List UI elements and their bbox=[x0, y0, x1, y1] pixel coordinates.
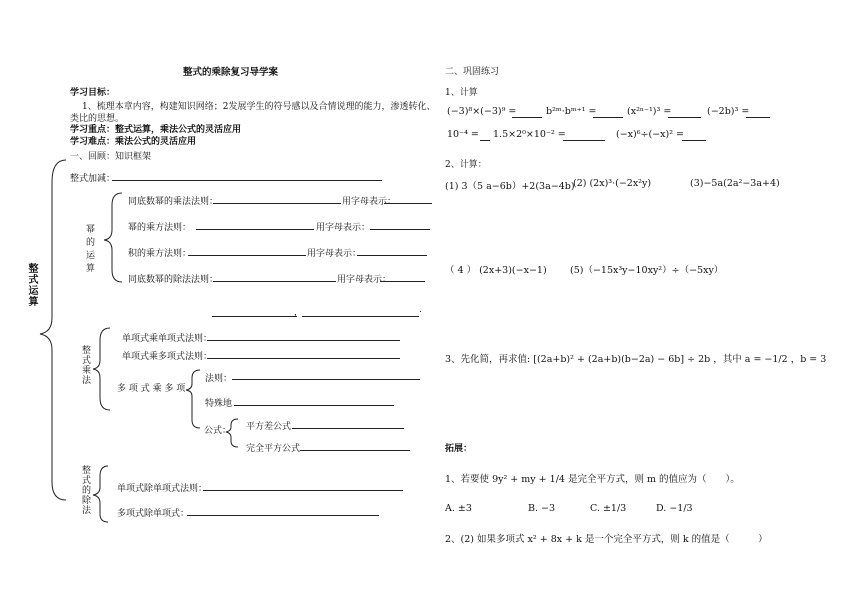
objectives-line-2: 类比的思想。 bbox=[70, 114, 125, 124]
mono-poly-blank bbox=[207, 358, 400, 359]
power-rule-1-tail-blank bbox=[384, 203, 432, 204]
q2-item-4: （ 4 ） (2x+3)(−x−1) bbox=[445, 265, 547, 276]
power-rule-2-blank bbox=[196, 229, 314, 230]
power-rule-3-tail-blank bbox=[357, 255, 427, 256]
power-rule-1-tail: 用字母表示： bbox=[342, 197, 397, 207]
extend-q2: 2、(2) 如果多项式 x² + 8x + k 是一个完全平方式，则 k 的值是（ ） bbox=[445, 534, 768, 545]
difficulties: 学习难点：乘法公式的灵活应用 bbox=[70, 137, 197, 147]
power-rule-2: 幂的乘方法则： bbox=[128, 223, 192, 233]
mult-group-label: 整式乘法 bbox=[80, 345, 90, 385]
rule-blank bbox=[232, 379, 420, 380]
summary-period: . bbox=[419, 305, 422, 315]
mono-mono-rule: 单项式乘单项式法则： bbox=[122, 334, 213, 344]
page-title: 整式的乘除复习导学案 bbox=[183, 67, 279, 78]
div-poly-blank bbox=[187, 515, 379, 516]
q1-blank-2 bbox=[593, 117, 623, 118]
power-group-label: 幂的运算 bbox=[84, 224, 94, 276]
q1-blank-6 bbox=[563, 140, 605, 141]
diff-squares-label: 平方差公式 bbox=[246, 422, 292, 432]
section-practice: 二、巩固练习 bbox=[445, 67, 500, 77]
main-brace-label: 整式运算 bbox=[26, 263, 37, 307]
q2-item-3: (3)−5a(2a²−3a+4) bbox=[690, 178, 780, 189]
objectives-label: 学习目标： bbox=[70, 88, 116, 98]
extend-q1-option-a: A. ±3 bbox=[445, 503, 472, 514]
special-blank bbox=[234, 405, 394, 406]
q1-expr-4: (−2b)³ = bbox=[707, 106, 750, 117]
q1-expr-1: (−3)⁸×(−3)⁹ = bbox=[447, 106, 517, 117]
summary-blank-2 bbox=[302, 316, 419, 317]
q1-blank-4 bbox=[746, 117, 770, 118]
q3-text: 3、先化简，再求值: [(2a+b)² + (2a+b)(b−2a) − 6b] ÷ 2b ，其中 a = −1/2 ，b = 3 bbox=[445, 354, 827, 365]
div-mono-blank bbox=[203, 490, 403, 491]
mono-poly-rule: 单项式乘多项式法则： bbox=[122, 352, 213, 362]
extend-q1-option-c: C. ±1/3 bbox=[590, 503, 627, 514]
diff-squares-blank bbox=[292, 428, 404, 429]
q1-label: 1、计算 bbox=[445, 88, 478, 98]
formula-label: 公式： bbox=[204, 426, 232, 436]
power-rule-3-tail: 用字母表示： bbox=[307, 249, 362, 259]
div-group-label: 整式的除法 bbox=[80, 465, 90, 515]
power-rule-2-tail: 用字母表示： bbox=[316, 223, 371, 233]
q2-item-2: (2) (2x)³·(−2x²y) bbox=[573, 178, 652, 189]
power-rule-3-blank bbox=[188, 255, 306, 256]
addsub-blank bbox=[112, 180, 382, 181]
rule-label: 法则： bbox=[205, 374, 233, 384]
power-rule-4: 同底数幂的除法法则： bbox=[128, 275, 219, 285]
summary-comma: ， bbox=[294, 308, 304, 318]
key-points: 学习重点：整式运算，乘法公式的灵活应用 bbox=[70, 125, 242, 135]
special-label: 特殊地 bbox=[205, 399, 233, 409]
q2-label: 2、计算： bbox=[445, 160, 487, 170]
q1-expr-2: b²ᵐ·bᵐ⁺¹ = bbox=[546, 106, 597, 117]
addsub-label: 整式加减： bbox=[70, 174, 116, 184]
div-poly-rule: 多项式除单项式： bbox=[117, 509, 190, 519]
q1-blank-7 bbox=[682, 140, 706, 141]
mono-mono-blank bbox=[207, 340, 400, 341]
objectives-line-1: 1、梳理本章内容，构建知识网络；2发展学生的符号感以及合情说理的能力，渗透转化、 bbox=[82, 102, 436, 112]
power-rule-1-blank bbox=[213, 203, 341, 204]
power-rule-3: 积的乘方法则： bbox=[128, 249, 192, 259]
power-rule-2-tail-blank bbox=[370, 229, 430, 230]
q1-blank-5 bbox=[480, 140, 490, 141]
q1-expr-5: 10⁻⁴ = bbox=[447, 129, 479, 140]
power-rule-4-tail-blank bbox=[380, 281, 425, 282]
div-mono-rule: 单项式除单项式法则： bbox=[117, 484, 208, 494]
perfect-square-blank bbox=[300, 450, 410, 451]
summary-blank-1 bbox=[212, 316, 297, 317]
q2-item-1: (1) 3（5 a−6b）+2(3a−4b) bbox=[445, 181, 575, 192]
extend-label: 拓展： bbox=[445, 444, 473, 454]
extend-q1-option-d: D. −1/3 bbox=[656, 503, 693, 514]
perfect-square-label: 完全平方公式 bbox=[246, 444, 301, 454]
power-rule-1: 同底数幂的乘法法则： bbox=[128, 197, 219, 207]
section-review: 一、回顾：知识框架 bbox=[70, 152, 152, 162]
q1-expr-7: (−x)⁶÷(−x)² = bbox=[616, 129, 685, 140]
power-rule-4-blank bbox=[213, 281, 336, 282]
q1-expr-3: (x²ⁿ⁻¹)³ = bbox=[627, 106, 672, 117]
extend-q1: 1、若要使 9y² + my + 1/4 是完全平方式，则 m 的值应为（ ）。 bbox=[445, 474, 740, 485]
power-rule-4-tail: 用字母表示： bbox=[337, 275, 392, 285]
extend-q1-option-b: B. −3 bbox=[528, 503, 556, 514]
q1-blank-3 bbox=[668, 117, 701, 118]
q2-item-5: (5)（−15x³y−10xy²）÷（−5xy） bbox=[570, 265, 724, 276]
q1-expr-6: 1.5×2⁰×10⁻² = bbox=[493, 129, 566, 140]
q1-blank-1 bbox=[512, 117, 542, 118]
poly-poly-label: 多 项 式 乘 多 项 bbox=[117, 384, 186, 394]
